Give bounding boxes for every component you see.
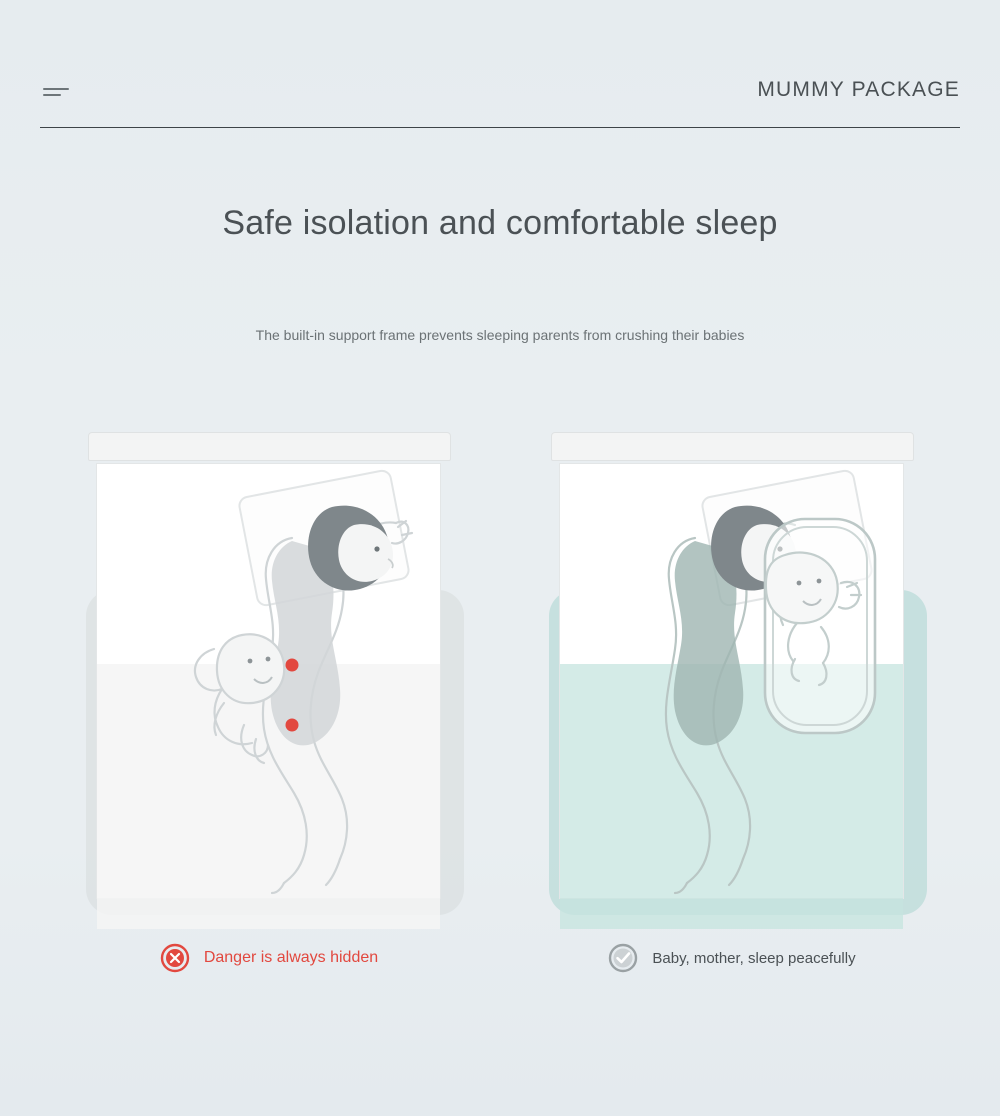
- hamburger-icon[interactable]: [43, 88, 73, 104]
- caption-safe: [541, 938, 923, 978]
- circle-check-icon: [608, 943, 638, 973]
- comparison-panels: [78, 400, 923, 1000]
- pressure-point: [286, 659, 299, 672]
- mother-and-baby-figure: [96, 463, 439, 897]
- mother-and-baby-with-nest-figure: [559, 463, 902, 897]
- headboard: [88, 432, 451, 461]
- page-subtitle: The built-in support frame prevents sleeping parents from crushing their babies: [255, 327, 745, 343]
- brand-title: MUMMY PACKAGE: [757, 78, 960, 101]
- headboard: [551, 432, 914, 461]
- page-title: Safe isolation and comfortable sleep: [222, 204, 778, 242]
- caption-danger: [78, 938, 460, 978]
- hamburger-line: [43, 88, 69, 90]
- support-frame: [765, 519, 875, 733]
- hamburger-line: [43, 94, 61, 96]
- page-header: [40, 78, 960, 128]
- bed-illustration-safe: [559, 432, 904, 902]
- panel-danger: [78, 400, 460, 966]
- panel-safe: [541, 400, 923, 967]
- circle-cross-icon: [160, 943, 190, 973]
- bed-illustration-danger: [96, 432, 441, 902]
- pressure-point: [286, 719, 299, 732]
- header-divider: [40, 127, 960, 128]
- caption-text: Baby, mother, sleep peacefully: [652, 949, 856, 967]
- caption-text: Danger is always hidden: [203, 949, 379, 966]
